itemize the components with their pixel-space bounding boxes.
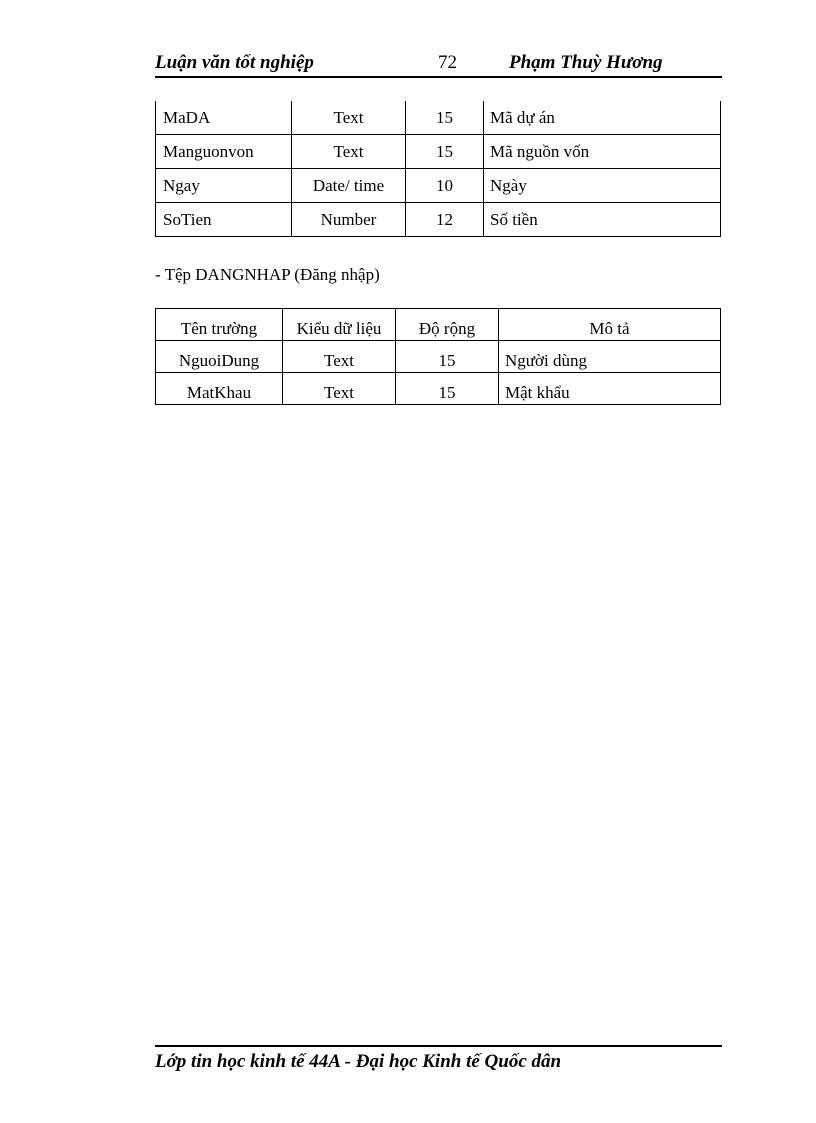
- data-type-cell: Text: [283, 373, 396, 405]
- data-type-cell: Text: [292, 101, 406, 135]
- description-cell: Số tiền: [484, 203, 721, 237]
- field-name-cell: Ngay: [156, 169, 292, 203]
- section-title: - Tệp DANGNHAP (Đăng nhập): [155, 265, 380, 284]
- description-cell: Mã dự án: [484, 101, 721, 135]
- table-row: [156, 101, 721, 135]
- data-type-cell: Text: [283, 341, 396, 373]
- field-table-continued: [155, 101, 721, 237]
- field-name-cell: MaDA: [156, 101, 292, 135]
- login-field-table: [155, 308, 721, 405]
- table-header-row: [156, 309, 721, 341]
- field-name-cell: Manguonvon: [156, 135, 292, 169]
- description-cell: Người dùng: [499, 341, 721, 373]
- width-cell: 12: [406, 203, 484, 237]
- page-footer: Lớp tin học kinh tế 44A - Đại học Kinh tế Quốc dân: [155, 1045, 722, 1073]
- data-type-cell: Number: [292, 203, 406, 237]
- width-cell: 15: [406, 101, 484, 135]
- description-cell: Mã nguồn vốn: [484, 135, 721, 169]
- width-cell: 15: [396, 373, 499, 405]
- column-header-field-name: Tên trường: [156, 309, 283, 341]
- header-author: Phạm Thuỳ Hương: [509, 52, 663, 73]
- width-cell: 15: [396, 341, 499, 373]
- field-name-cell: NguoiDung: [156, 341, 283, 373]
- table-row: [156, 203, 721, 237]
- table-row: [156, 341, 721, 373]
- column-header-data-type: Kiểu dữ liệu: [283, 309, 396, 341]
- column-header-width: Độ rộng: [396, 309, 499, 341]
- table-row: [156, 135, 721, 169]
- description-cell: Ngày: [484, 169, 721, 203]
- page-number: 72: [438, 52, 457, 73]
- table-row: [156, 373, 721, 405]
- page-header: [155, 50, 722, 78]
- data-type-cell: Date/ time: [292, 169, 406, 203]
- field-name-cell: MatKhau: [156, 373, 283, 405]
- column-header-description: Mô tả: [499, 309, 721, 341]
- data-type-cell: Text: [292, 135, 406, 169]
- width-cell: 10: [406, 169, 484, 203]
- description-cell: Mật khẩu: [499, 373, 721, 405]
- header-thesis-title: Luận văn tốt nghiệp: [155, 52, 314, 73]
- table-row: [156, 169, 721, 203]
- field-name-cell: SoTien: [156, 203, 292, 237]
- width-cell: 15: [406, 135, 484, 169]
